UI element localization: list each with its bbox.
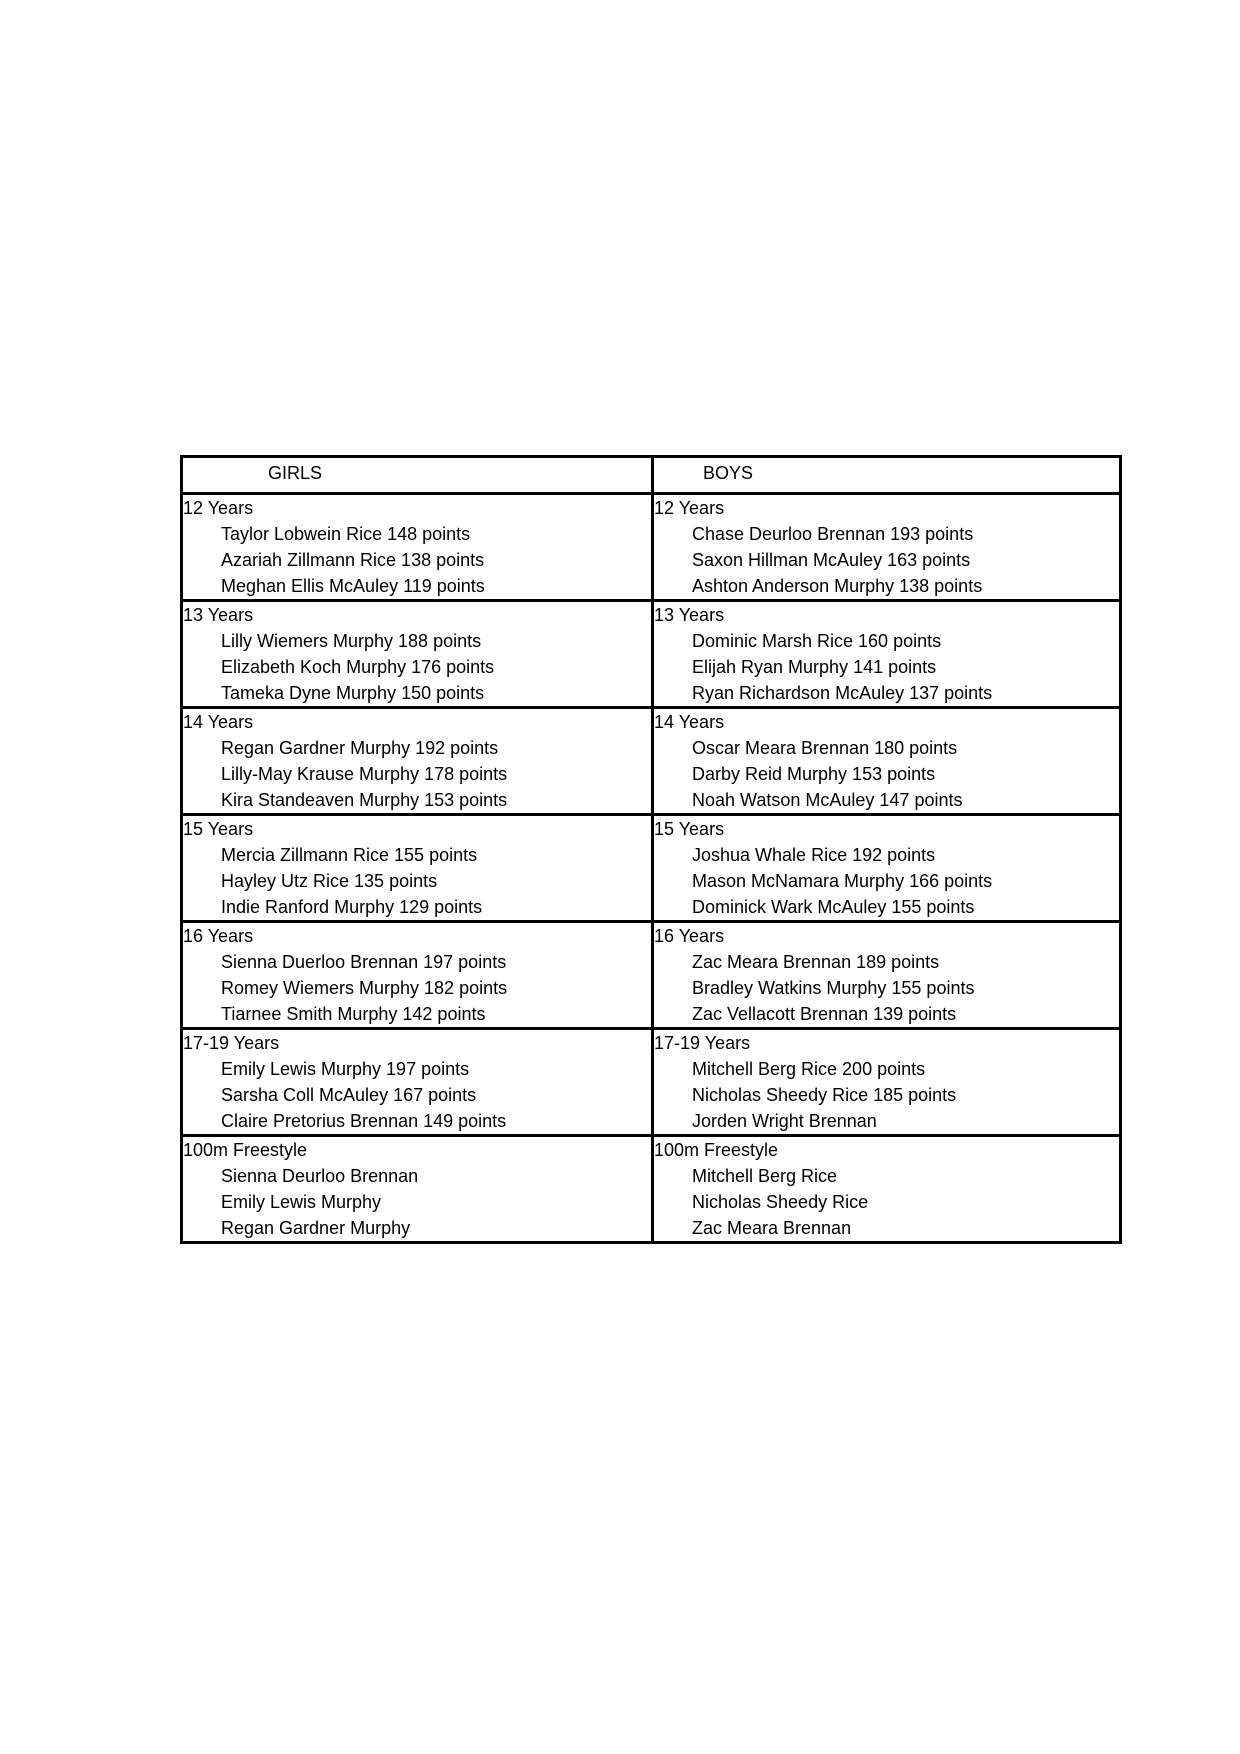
girls-entry: Romey Wiemers Murphy 182 points — [221, 978, 508, 998]
boys-group-cell — [653, 815, 1121, 922]
girls-group-title: 12 Years — [183, 498, 254, 518]
girls-group-title: 100m Freestyle — [183, 1140, 308, 1160]
results-table-body — [182, 457, 1121, 1243]
girls-entry: Indie Ranford Murphy 129 points — [221, 897, 483, 917]
header-row — [182, 457, 1121, 494]
boys-entry: Nicholas Sheedy Rice — [692, 1192, 869, 1212]
boys-entry: Darby Reid Murphy 153 points — [692, 764, 936, 784]
boys-entry: Zac Vellacott Brennan 139 points — [692, 1004, 957, 1024]
boys-entry: Ashton Anderson Murphy 138 points — [692, 576, 983, 596]
group-row — [182, 922, 1121, 1029]
girls-entry: Lilly-May Krause Murphy 178 points — [221, 764, 508, 784]
girls-entry: Emily Lewis Murphy — [221, 1192, 382, 1212]
girls-group-cell — [182, 601, 653, 708]
boys-group-title: 100m Freestyle — [654, 1140, 779, 1160]
girls-entry: Kira Standeaven Murphy 153 points — [221, 790, 508, 810]
boys-entry: Ryan Richardson McAuley 137 points — [692, 683, 993, 703]
boys-entry: Joshua Whale Rice 192 points — [692, 845, 936, 865]
girls-group-cell — [182, 708, 653, 815]
girls-entry: Sienna Deurloo Brennan — [221, 1166, 419, 1186]
girls-header: GIRLS — [268, 463, 323, 483]
girls-entry: Regan Gardner Murphy — [221, 1218, 411, 1238]
boys-entry: Noah Watson McAuley 147 points — [692, 790, 963, 810]
group-row — [182, 601, 1121, 708]
girls-entry: Emily Lewis Murphy 197 points — [221, 1059, 470, 1079]
group-row — [182, 1136, 1121, 1243]
boys-group-cell — [653, 1136, 1121, 1243]
boys-entry: Elijah Ryan Murphy 141 points — [692, 657, 937, 677]
boys-header: BOYS — [703, 463, 754, 483]
boys-header-cell — [653, 457, 1121, 494]
girls-entry: Sarsha Coll McAuley 167 points — [221, 1085, 477, 1105]
boys-entry: Jorden Wright Brennan — [692, 1111, 877, 1131]
boys-entry: Mitchell Berg Rice — [692, 1166, 838, 1186]
boys-entry: Zac Meara Brennan — [692, 1218, 852, 1238]
girls-entry: Sienna Duerloo Brennan 197 points — [221, 952, 507, 972]
boys-entry: Chase Deurloo Brennan 193 points — [692, 524, 974, 544]
boys-group-cell — [653, 1029, 1121, 1136]
boys-group-title: 12 Years — [654, 498, 725, 518]
girls-entry: Elizabeth Koch Murphy 176 points — [221, 657, 495, 677]
boys-entry: Dominick Wark McAuley 155 points — [692, 897, 975, 917]
girls-group-title: 16 Years — [183, 926, 254, 946]
girls-entry: Lilly Wiemers Murphy 188 points — [221, 631, 482, 651]
girls-entry: Claire Pretorius Brennan 149 points — [221, 1111, 507, 1131]
girls-entry: Regan Gardner Murphy 192 points — [221, 738, 499, 758]
girls-entry: Taylor Lobwein Rice 148 points — [221, 524, 471, 544]
girls-entry: Mercia Zillmann Rice 155 points — [221, 845, 478, 865]
boys-entry: Dominic Marsh Rice 160 points — [692, 631, 942, 651]
boys-group-cell — [653, 601, 1121, 708]
results-table — [180, 455, 1122, 1244]
girls-group-cell — [182, 494, 653, 601]
girls-entry: Tiarnee Smith Murphy 142 points — [221, 1004, 486, 1024]
boys-group-cell — [653, 494, 1121, 601]
boys-entry: Saxon Hillman McAuley 163 points — [692, 550, 971, 570]
girls-group-cell — [182, 1029, 653, 1136]
boys-entry: Bradley Watkins Murphy 155 points — [692, 978, 975, 998]
group-row — [182, 708, 1121, 815]
boys-entry: Mitchell Berg Rice 200 points — [692, 1059, 926, 1079]
girls-entry: Azariah Zillmann Rice 138 points — [221, 550, 485, 570]
boys-entry: Zac Meara Brennan 189 points — [692, 952, 940, 972]
group-row — [182, 1029, 1121, 1136]
boys-group-title: 16 Years — [654, 926, 725, 946]
boys-group-cell — [653, 922, 1121, 1029]
girls-group-title: 13 Years — [183, 605, 254, 625]
group-row — [182, 494, 1121, 601]
girls-group-title: 17-19 Years — [183, 1033, 280, 1053]
boys-group-title: 14 Years — [654, 712, 725, 732]
girls-header-cell — [182, 457, 653, 494]
boys-entry: Nicholas Sheedy Rice 185 points — [692, 1085, 957, 1105]
group-row — [182, 815, 1121, 922]
boys-group-title: 17-19 Years — [654, 1033, 751, 1053]
boys-entry: Oscar Meara Brennan 180 points — [692, 738, 958, 758]
girls-group-cell — [182, 815, 653, 922]
girls-group-title: 14 Years — [183, 712, 254, 732]
girls-group-cell — [182, 922, 653, 1029]
girls-group-title: 15 Years — [183, 819, 254, 839]
boys-group-title: 15 Years — [654, 819, 725, 839]
girls-entry: Hayley Utz Rice 135 points — [221, 871, 438, 891]
boys-group-cell — [653, 708, 1121, 815]
girls-entry: Tameka Dyne Murphy 150 points — [221, 683, 485, 703]
boys-entry: Mason McNamara Murphy 166 points — [692, 871, 993, 891]
girls-entry: Meghan Ellis McAuley 119 points — [221, 576, 485, 596]
boys-group-title: 13 Years — [654, 605, 725, 625]
girls-group-cell — [182, 1136, 653, 1243]
